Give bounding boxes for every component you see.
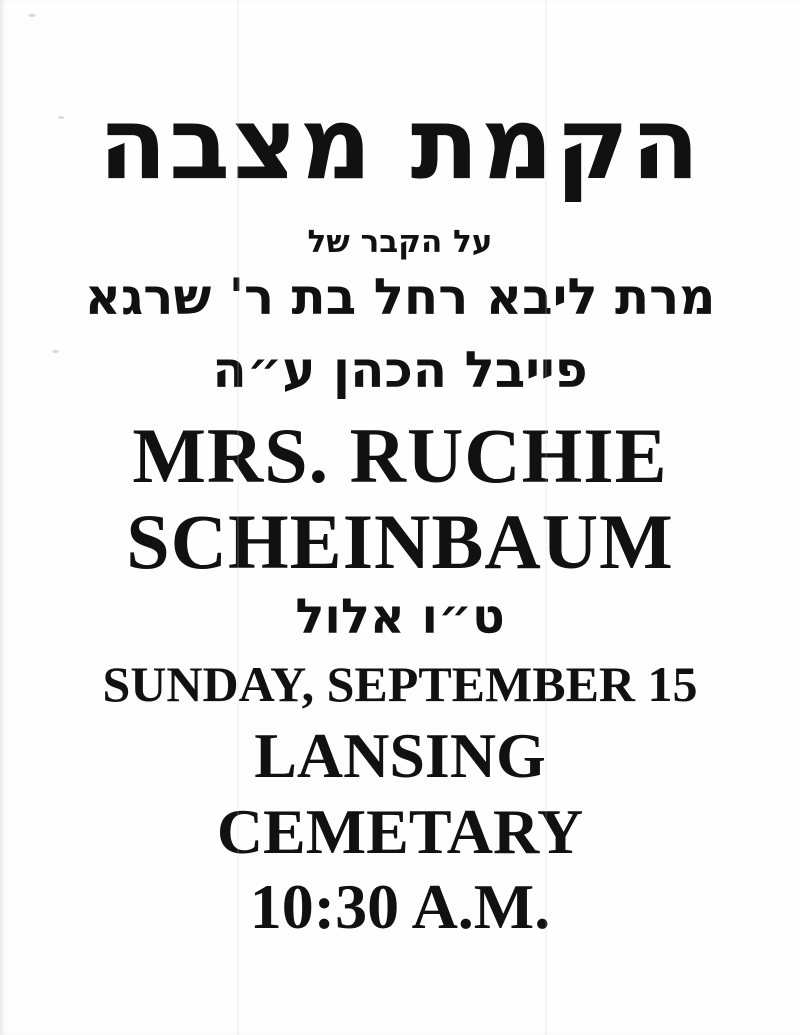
hebrew-date: ט״ו אלול [295,588,505,645]
hebrew-subtitle: על הקבר של [307,224,493,260]
hebrew-title: הקמת מצבה [98,85,702,202]
english-name-line1: MRS. RUCHIE [132,412,668,500]
english-date: SUNDAY, SEPTEMBER 15 [102,656,698,713]
hebrew-name-line1: מרת ליבא רחל בת ר' שרגא [84,268,716,327]
english-name-line2: SCHEINBAUM [126,498,674,586]
location-line2: CEMETARY [216,795,584,867]
event-time: 10:30 A.M. [249,871,551,943]
hebrew-name-line2: פייבל הכהן ע״ה [212,340,588,399]
location-line1: LANSING [254,719,546,791]
